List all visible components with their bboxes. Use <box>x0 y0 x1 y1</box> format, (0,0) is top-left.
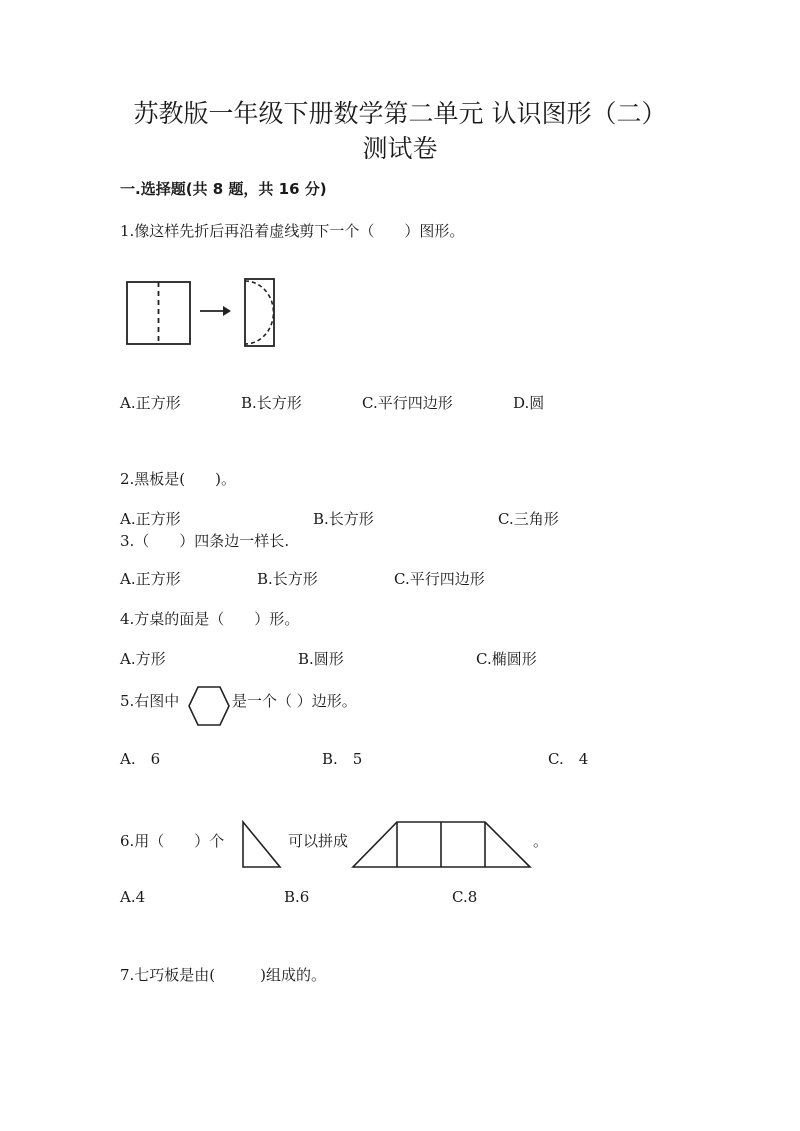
right-triangle-figure <box>240 820 284 870</box>
q4-option-a[interactable]: A.方形 <box>120 650 166 668</box>
q6-option-b[interactable]: B.6 <box>284 888 310 906</box>
question-2-text: 2.黑板是( )。 <box>120 470 237 488</box>
q3-option-a[interactable]: A.正方形 <box>120 570 181 588</box>
q1-option-c[interactable]: C.平行四边形 <box>362 394 453 412</box>
q2-option-b[interactable]: B.长方形 <box>313 510 374 528</box>
q1-option-b[interactable]: B.长方形 <box>241 394 302 412</box>
q3-option-c[interactable]: C.平行四边形 <box>394 570 485 588</box>
q6-option-a[interactable]: A.4 <box>120 888 146 906</box>
question-3-text: 3.（ ）四条边一样长. <box>120 532 290 550</box>
question-7-text: 7.七巧板是由( )组成的。 <box>120 966 327 984</box>
q4-option-c[interactable]: C.椭圆形 <box>476 650 537 668</box>
question-6-text-part1: 6.用（ ）个 <box>120 832 225 850</box>
fold-and-cut-diagram <box>120 270 285 350</box>
semicircle-dashed-cut <box>245 281 273 344</box>
q1-option-a[interactable]: A.正方形 <box>120 394 181 412</box>
q2-option-a[interactable]: A.正方形 <box>120 510 181 528</box>
folded-rectangle <box>245 279 274 346</box>
q5-option-b[interactable]: B. 5 <box>322 750 363 768</box>
section-heading: 一.选择题(共 8 题，共 16 分) <box>120 180 327 198</box>
q3-option-b[interactable]: B.长方形 <box>257 570 318 588</box>
q1-option-d[interactable]: D.圆 <box>513 394 545 412</box>
question-5-text-before: 5.右图中 <box>120 692 180 710</box>
hexagon-figure <box>186 684 232 728</box>
question-1-text: 1.像这样先折后再沿着虚线剪下一个（ ）图形。 <box>120 222 465 240</box>
q5-option-a[interactable]: A. 6 <box>120 750 161 768</box>
question-4-text: 4.方桌的面是（ ）形。 <box>120 610 300 628</box>
page-subtitle: 测试卷 <box>362 134 438 163</box>
arrow-head <box>223 306 231 316</box>
q6-option-c[interactable]: C.8 <box>452 888 478 906</box>
q4-option-b[interactable]: B.圆形 <box>298 650 344 668</box>
trapezoid-figure <box>350 820 534 870</box>
question-6-text-part3: 。 <box>533 832 549 850</box>
q5-option-c[interactable]: C. 4 <box>548 750 589 768</box>
q2-option-c[interactable]: C.三角形 <box>498 510 559 528</box>
page-title: 苏教版一年级下册数学第二单元 认识图形（二） <box>133 99 667 128</box>
question-6-text-part2: 可以拼成 <box>288 832 349 850</box>
question-5-text-after: 是一个（ ）边形。 <box>232 692 357 710</box>
